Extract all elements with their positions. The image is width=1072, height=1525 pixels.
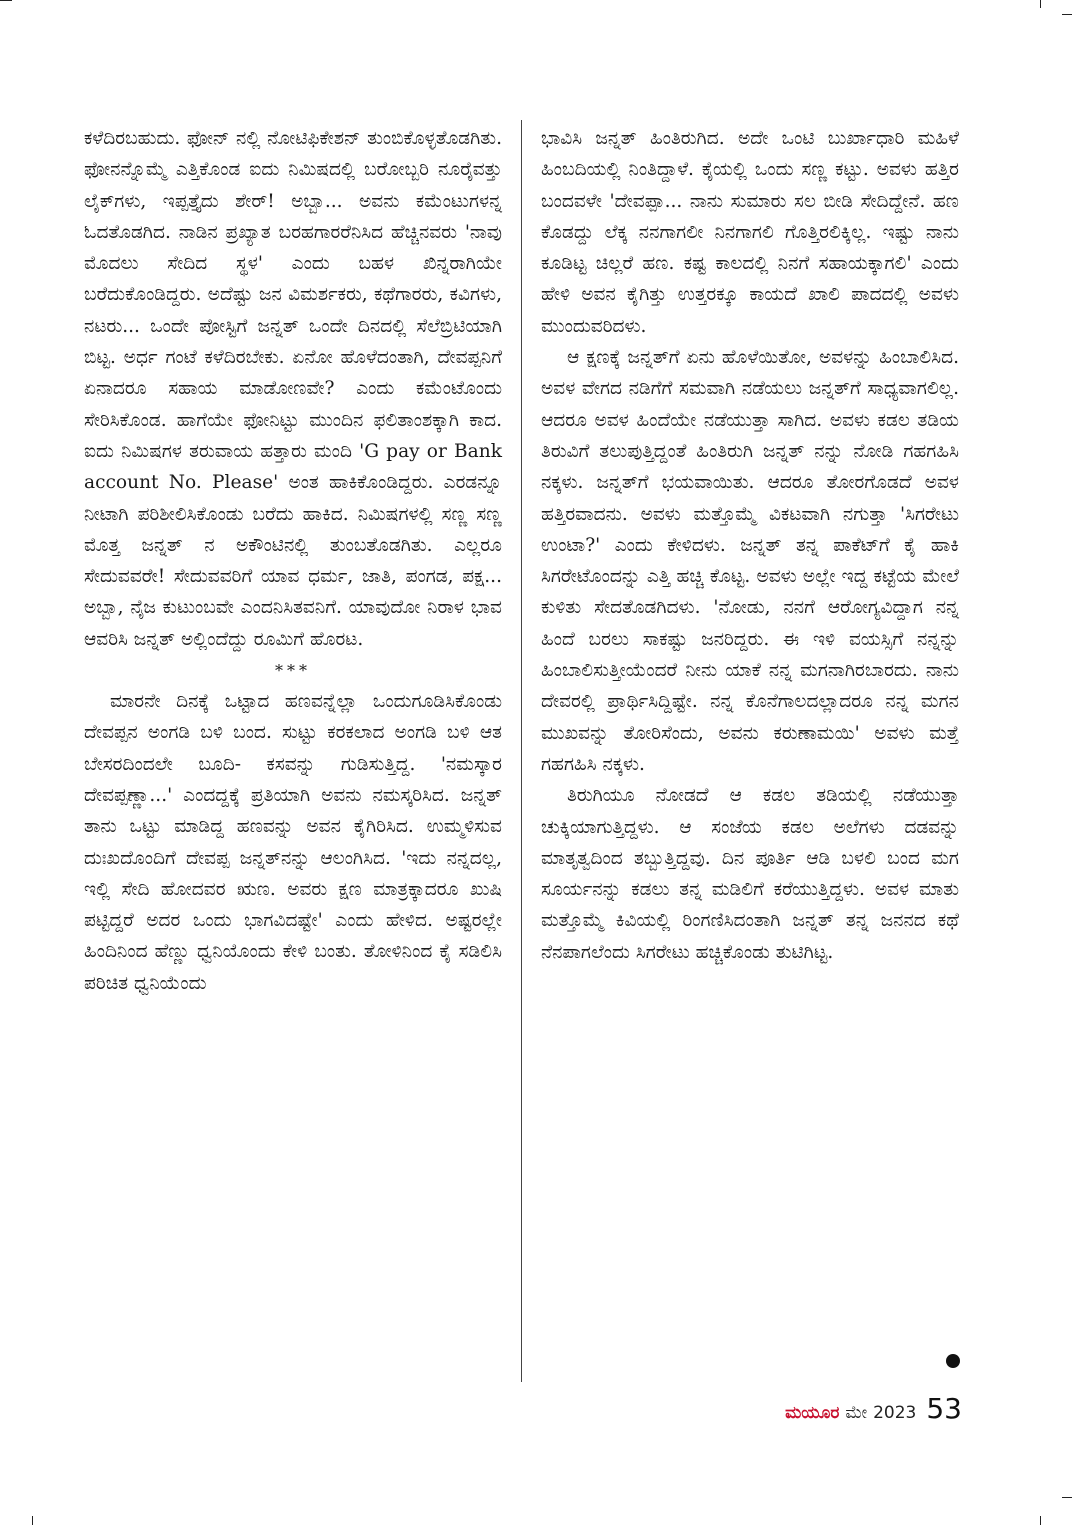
- end-of-article-bullet: [946, 1354, 960, 1368]
- left-column: [84, 123, 502, 999]
- page-footer: [738, 1392, 962, 1426]
- crop-mark-bottom-right: [1040, 1516, 1041, 1525]
- crop-mark-top-right: [1040, 0, 1041, 8]
- page-number: 53: [926, 1392, 962, 1425]
- magazine-logo: ಮಯೂರ: [785, 1403, 840, 1423]
- left-paragraph-1: ಕಳೆದಿರಬಹುದು. ಫೋನ್ ನಲ್ಲಿ ನೋಟಿಫಿಕೇಶನ್ ತುಂಬಿಕೊಳ್ಳತೊಡಗಿತು. ಫೋನನ್ನೊಮ್ಮೆ ಎತ್ತಿಕೊಂಡ ಐದು ನಿಮಿಷದಲ್ಲಿ ಬರೋಬ್ಬರಿ ನೂರೈವತ್ತು ಲೈಕ್‌ಗಳು, ಇಪ್ಪತ್ತೈದು ಶೇರ್! ಅಬ್ಬಾ... ಅವನು ಕಮೆಂಟುಗಳನ್ನ ಓದತೊಡಗಿದ. ನಾಡಿನ ಪ್ರಖ್ಯಾತ ಬರಹಗಾರರೆನಿಸಿದ ಹೆಚ್ಚಿನವರು 'ನಾವು ಮೊದಲು ಸೇದಿದ ಸ್ಥಳ' ಎಂದು ಬಹಳ ಖಿನ್ನರಾಗಿಯೇ ಬರೆದುಕೊಂಡಿದ್ದರು. ಅದೆಷ್ಟು ಜನ ವಿಮರ್ಶಕರು, ಕಥೆಗಾರರು, ಕವಿಗಳು, ನಟರು... ಒಂದೇ ಪೋಸ್ಟಿಗೆ ಜನ್ನತ್ ಒಂದೇ ದಿನದಲ್ಲಿ ಸೆಲೆಬ್ರಿಟಿಯಾಗಿ ಬಿಟ್ಟ. ಅರ್ಧ ಗಂಟೆ ಕಳೆದಿರಬೇಕು. ಏನೋ ಹೊಳೆದಂತಾಗಿ, ದೇವಪ್ಪನಿಗೆ ಏನಾದರೂ ಸಹಾಯ ಮಾಡೋಣವೇ? ಎಂದು ಕಮೆಂಟೊಂದು ಸೇರಿಸಿಕೊಂಡ. ಹಾಗೆಯೇ ಫೋನಿಟ್ಟು ಮುಂದಿನ ಫಲಿತಾಂಶಕ್ಕಾಗಿ ಕಾದ. ಐದು ನಿಮಿಷಗಳ ತರುವಾಯ ಹತ್ತಾರು ಮಂದಿ 'G pay or Bank account No. Please' ಅಂತ ಹಾಕಿಕೊಂಡಿದ್ದರು. ಎರಡನ್ನೂ ನೀಟಾಗಿ ಪರಿಶೀಲಿಸಿಕೊಂಡು ಬರೆದು ಹಾಕಿದ. ನಿಮಿಷಗಳಲ್ಲಿ ಸಣ್ಣ ಸಣ್ಣ ಮೊತ್ತ ಜನ್ನತ್ ನ ಅಕೌಂಟಿನಲ್ಲಿ ತುಂಬತೊಡಗಿತು. ಎಲ್ಲರೂ ಸೇದುವವರೇ! ಸೇದುವವರಿಗೆ ಯಾವ ಧರ್ಮ, ಜಾತಿ, ಪಂಗಡ, ಪಕ್ಷ... ಅಬ್ಬಾ, ನೈಜ ಕುಟುಂಬವೇ ಎಂದನಿಸಿತವನಿಗೆ. ಯಾವುದೋ ನಿರಾಳ ಭಾವ ಆವರಿಸಿ ಜನ್ನತ್ ಅಲ್ಲಿಂದೆದ್ದು ರೂಮಿಗೆ ಹೊರಟ.: [84, 128, 502, 650]
- issue-month: ಮೇ: [845, 1403, 868, 1423]
- crop-mark-right-bottom: [1062, 1497, 1072, 1498]
- right-paragraph-1: ಭಾವಿಸಿ ಜನ್ನತ್ ಹಿಂತಿರುಗಿದ. ಅದೇ ಒಂಟಿ ಬುರ್ಖಾಧಾರಿ ಮಹಿಳೆ ಹಿಂಬದಿಯಲ್ಲಿ ನಿಂತಿದ್ದಾಳೆ. ಕೈಯಲ್ಲಿ ಒಂದು ಸಣ್ಣ ಕಟ್ಟು. ಅವಳು ಹತ್ತಿರ ಬಂದವಳೇ 'ದೇವಪ್ಪಾ... ನಾನು ಸುಮಾರು ಸಲ ಬೀಡಿ ಸೇದಿದ್ದೇನೆ. ಹಣ ಕೊಡದ್ದು ಲೆಕ್ಕ ನನಗಾಗಲೀ ನಿನಗಾಗಲಿ ಗೊತ್ತಿರಲಿಕ್ಕಿಲ್ಲ. ಇಷ್ಟು ನಾನು ಕೂಡಿಟ್ಟ ಚಿಲ್ಲರೆ ಹಣ. ಕಷ್ಟ ಕಾಲದಲ್ಲಿ ನಿನಗೆ ಸಹಾಯಕ್ಕಾಗಲಿ' ಎಂದು ಹೇಳಿ ಅವನ ಕೈಗಿತ್ತು ಉತ್ತರಕ್ಕೂ ಕಾಯದೆ ಖಾಲಿ ಪಾದದಲ್ಲಿ ಅವಳು ಮುಂದುವರಿದಳು.: [541, 128, 959, 337]
- column-divider-rule: [521, 120, 522, 1382]
- left-paragraph-2: ಮಾರನೇ ದಿನಕ್ಕೆ ಒಟ್ಟಾದ ಹಣವನ್ನೆಲ್ಲಾ ಒಂದುಗೂಡಿಸಿಕೊಂಡು ದೇವಪ್ಪನ ಅಂಗಡಿ ಬಳಿ ಬಂದ. ಸುಟ್ಟು ಕರಕಲಾದ ಅಂಗಡಿ ಬಳಿ ಆತ ಬೇಸರದಿಂದಲೇ ಬೂದಿ- ಕಸವನ್ನು ಗುಡಿಸುತ್ತಿದ್ದ. 'ನಮಸ್ಕಾರ ದೇವಪ್ಪಣ್ಣಾ...' ಎಂದದ್ದಕ್ಕೆ ಪ್ರತಿಯಾಗಿ ಅವನು ನಮಸ್ಕರಿಸಿದ. ಜನ್ನತ್ ತಾನು ಒಟ್ಟು ಮಾಡಿದ್ದ ಹಣವನ್ನು ಅವನ ಕೈಗಿರಿಸಿದ. ಉಮ್ಮಳಿಸುವ ದುಃಖದೊಂದಿಗೆ ದೇವಪ್ಪ ಜನ್ನತ್‌ನನ್ನು ಆಲಂಗಿಸಿದ. 'ಇದು ನನ್ನದಲ್ಲ, ಇಲ್ಲಿ ಸೇದಿ ಹೋದವರ ಋಣ. ಅವರು ಕ್ಷಣ ಮಾತ್ರಕ್ಕಾದರೂ ಖುಷಿ ಪಟ್ಟಿದ್ದರೆ ಅದರ ಒಂದು ಭಾಗವಿದಷ್ಟೇ' ಎಂದು ಹೇಳಿದ. ಅಷ್ಟರಲ್ಲೇ ಹಿಂದಿನಿಂದ ಹೆಣ್ಣು ಧ್ವನಿಯೊಂದು ಕೇಳಿ ಬಂತು. ತೋಳಿನಿಂದ ಕೈ ಸಡಿಲಿಸಿ ಪರಿಚಿತ ಧ್ವನಿಯೆಂದು: [84, 691, 502, 994]
- crop-mark-top-left: [0, 0, 12, 1]
- right-paragraph-3: ತಿರುಗಿಯೂ ನೋಡದೆ ಆ ಕಡಲ ತಡಿಯಲ್ಲಿ ನಡೆಯುತ್ತಾ ಚುಕ್ಕಿಯಾಗುತ್ತಿದ್ದಳು. ಆ ಸಂಜೆಯ ಕಡಲ ಅಲೆಗಳು ದಡವನ್ನು ಮಾತೃತ್ವದಿಂದ ತಬ್ಬುತ್ತಿದ್ದವು. ದಿನ ಪೂರ್ತಿ ಆಡಿ ಬಳಲಿ ಬಂದ ಮಗ ಸೂರ್ಯನನ್ನು ಕಡಲು ತನ್ನ ಮಡಿಲಿಗೆ ಕರೆಯುತ್ತಿದ್ದಳು. ಅವಳ ಮಾತು ಮತ್ತೊಮ್ಮೆ ಕಿವಿಯಲ್ಲಿ ರಿಂಗಣಿಸಿದಂತಾಗಿ ಜನ್ನತ್ ತನ್ನ ಜನನದ ಕಥೆ ನೆನಪಾಗಲೆಂದು ಸಿಗರೇಟು ಹಚ್ಚಿಕೊಂಡು ತುಟಿಗಿಟ್ಟ.: [541, 785, 959, 963]
- crop-mark-bottom-left: [32, 1516, 33, 1525]
- right-paragraph-2: ಆ ಕ್ಷಣಕ್ಕೆ ಜನ್ನತ್‌ಗೆ ಏನು ಹೊಳೆಯಿತೋ, ಅವಳನ್ನು ಹಿಂಬಾಲಿಸಿದ. ಅವಳ ವೇಗದ ನಡಿಗೆಗೆ ಸಮವಾಗಿ ನಡೆಯಲು ಜನ್ನತ್‌ಗೆ ಸಾಧ್ಯವಾಗಲಿಲ್ಲ. ಆದರೂ ಅವಳ ಹಿಂದೆಯೇ ನಡೆಯುತ್ತಾ ಸಾಗಿದ. ಅವಳು ಕಡಲ ತಡಿಯ ತಿರುವಿಗೆ ತಲುಪುತ್ತಿದ್ದಂತೆ ಹಿಂತಿರುಗಿ ಜನ್ನತ್ ನನ್ನು ನೋಡಿ ಗಹಗಹಿಸಿ ನಕ್ಕಳು. ಜನ್ನತ್‌ಗೆ ಭಯವಾಯಿತು. ಆದರೂ ತೋರಗೊಡದೆ ಅವಳ ಹತ್ತಿರವಾದನು. ಅವಳು ಮತ್ತೊಮ್ಮೆ ವಿಕಟವಾಗಿ ನಗುತ್ತಾ 'ಸಿಗರೇಟು ಉಂಟಾ?' ಎಂದು ಕೇಳಿದಳು. ಜನ್ನತ್ ತನ್ನ ಪಾಕೆಟ್‌ಗೆ ಕೈ ಹಾಕಿ ಸಿಗರೇಟೊಂದನ್ನು ಎತ್ತಿ ಹಚ್ಚಿ ಕೊಟ್ಟ. ಅವಳು ಅಲ್ಲೇ ಇದ್ದ ಕಟ್ಟೆಯ ಮೇಲೆ ಕುಳಿತು ಸೇದತೊಡಗಿದಳು. 'ನೋಡು, ನನಗೆ ಆರೋಗ್ಯವಿದ್ದಾಗ ನನ್ನ ಹಿಂದೆ ಬರಲು ಸಾಕಷ್ಟು ಜನರಿದ್ದರು. ಈ ಇಳಿ ವಯಸ್ಸಿಗೆ ನನ್ನನ್ನು ಹಿಂಬಾಲಿಸುತ್ತೀಯೆಂದರೆ ನೀನು ಯಾಕೆ ನನ್ನ ಮಗನಾಗಿರಬಾರದು. ನಾನು ದೇವರಲ್ಲಿ ಪ್ರಾರ್ಥಿಸಿದ್ದಿಷ್ಟೇ. ನನ್ನ ಕೊನೆಗಾಲದಲ್ಲಾದರೂ ನನ್ನ ಮಗನ ಮುಖವನ್ನು ತೋರಿಸೆಂದು, ಅವನು ಕರುಣಾಮಯಿ' ಅವಳು ಮತ್ತೆ ಗಹಗಹಿಸಿ ನಕ್ಕಳು.: [541, 347, 959, 775]
- issue-year: 2023: [873, 1403, 917, 1423]
- crop-mark-right-top: [1062, 14, 1072, 15]
- right-column: [541, 123, 959, 968]
- section-divider: ***: [275, 661, 311, 681]
